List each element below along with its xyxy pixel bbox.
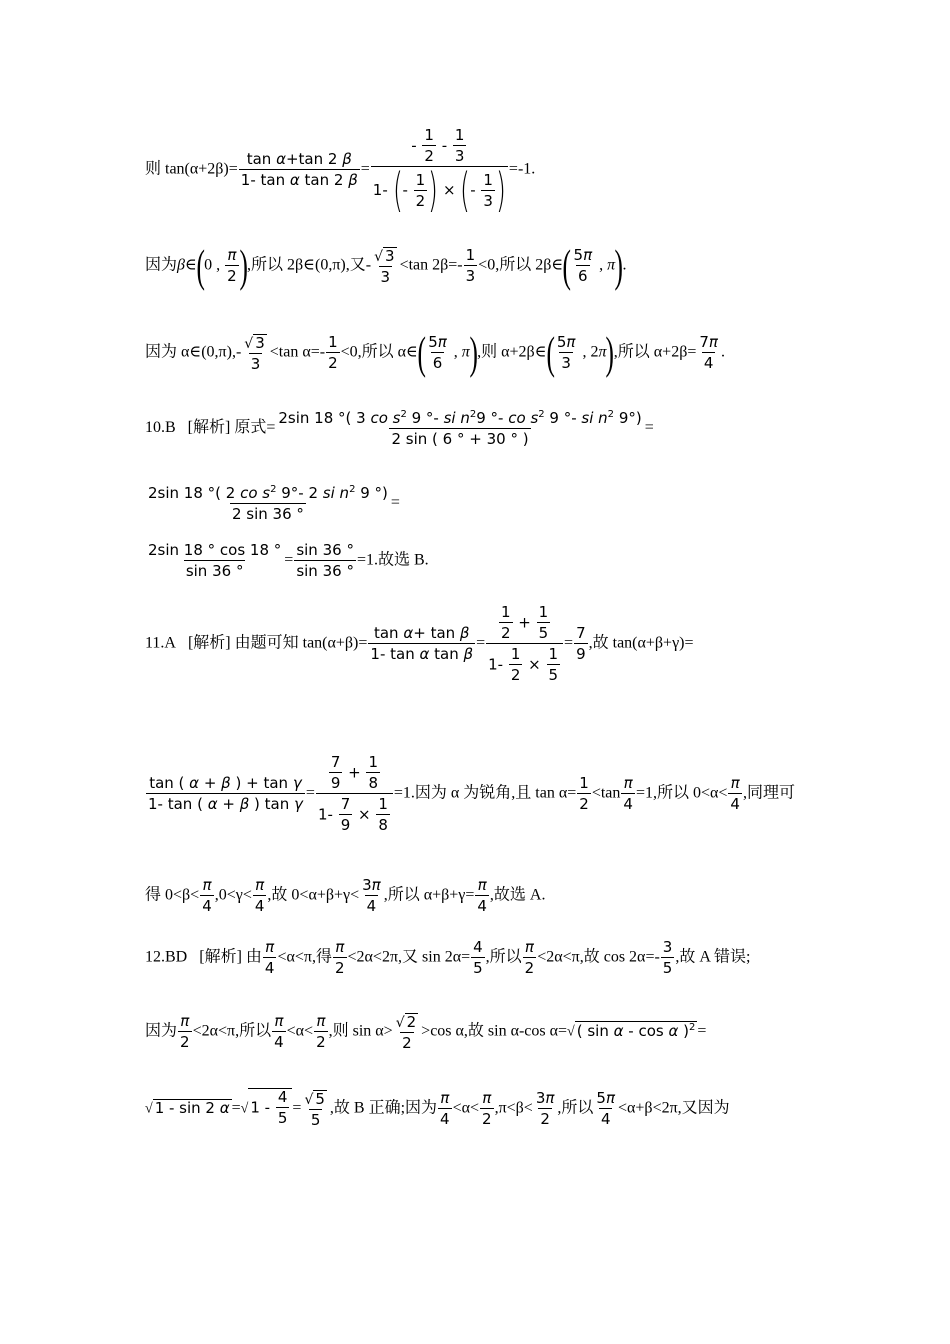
q10-line1: 10.B [解析] 原式= $\frac{2\sin 18 ^\circ( 3 co s^2 9 ^\circ- si n^29 ^\circ- co s^2 9 ^\circ- si n^2 9^\circ)}{2 \sin ( 6 ^\circ + 30 ^\circ )}$ = (145, 409, 654, 448)
q11-line2: $\frac{\text{tan ( α + β ) + tan γ}}{\text{1- tan ( α + β ) tan γ}}$ = $\frac{7}{9}$ + $\frac{1}{8}$ 1- $\frac{7}{9}$ × $\frac{1}{8}$ =1.因为 α 为锐角,且 tan α= $\frac{1}{2}$ <tan $\frac{\pi}{4}$ =1,所以 0<α< $\frac{\pi}{4}$ ,同理可 (148, 753, 795, 834)
q12-line2: 因为 $\frac{\pi}{2}$ <2α<π,所以 $\frac{\pi}{4}$ <α< $\frac{\pi}{2}$ ,则 sin α> $\frac{√ 2}{2}$ >cos α,故 sin α-cos α=√ ( sin α - cos α )$^2$ = (145, 1012, 707, 1052)
line-tan-alpha-2beta: 则 tan(α+2β)= $\frac{\text{tan α+tan 2 β}}{\text{1- tan α tan 2 β}}$ = - $\frac{1}{2}$ - $\frac{1}{3}$ 1- (- $\frac{1}{2}$ ) × (- $\frac{1}{3}$ ) =-1. (145, 126, 536, 217)
q11-line3: 得 0<β< $\frac{\pi}{4}$ ,0<γ< $\frac{\pi}{4}$ ,故 0<α+β+γ< $\frac{3\pi}{4}$ ,所以 α+β+γ= $\frac{\pi}{4}$ ,故选 A. (145, 876, 546, 915)
line-beta-range: 因为β∈(0 , $\frac{\pi}{2}$ ),所以 2β∈(0,π),又- $\frac{√ 3}{3}$ <tan 2β=- $\frac{1}{3}$ <0,所以 2β∈( $\frac{5\pi}{6}$ , π). (145, 240, 627, 291)
fraction: - $\frac{1}{2}$ - $\frac{1}{3}$ 1- (- $\frac{1}{2}$ ) × (- $\frac{1}{3}$ ) (371, 128, 508, 211)
line-alpha-range: 因为 α∈(0,π),- $\frac{√ 3}{3}$ <tan α=- $\frac{1}{2}$ <0,所以 α∈( $\frac{5\pi}{6}$ , π),则 α+2β∈( $\frac{5\pi}{3}$ , 2π),所以 α+2β= $\frac{7\pi}{4}$ . (145, 327, 725, 378)
q12-line1: 12.BD [解析] 由 $\frac{\pi}{4}$ <α<π,得 $\frac{\pi}{2}$ <2α<2π,又 sin 2α= $\frac{4}{5}$ ,所以 $\frac{\pi}{2}$ <2α<π,故 cos 2α=- $\frac{3}{5}$ ,故 A 错误; (145, 938, 751, 977)
fraction: $\frac{\text{tan α+tan 2 β}}{\text{1- tan α tan 2 β}}$ (240, 149, 358, 189)
q10-line3: $\frac{2\sin 18 ^\circ \cos 18 ^\circ}{\sin 36 ^\circ}$ = $\frac{\sin 36 ^\circ}{\sin 36 ^\circ}$ =1.故选 B. (148, 541, 429, 580)
q10-line2: $\frac{2\sin 18 ^\circ( 2 co s^2 9^\circ- 2 si n^2 9 ^\circ)}{2 \sin 36 ^\circ}$ = (148, 484, 400, 523)
q11-line1: 11.A [解析] 由题可知 tan(α+β)= $\frac{\text{tan α+ tan β}}{\text{1- tan α tan β}}$ = $\frac{1}{2}$ + $\frac{1}{5}$ 1- $\frac{1}{2}$ × $\frac{1}{5}$ = $\frac{7}{9}$ ,故 tan(α+β+γ)= (145, 603, 694, 684)
q12-line3: √ 1 - sin 2 α =√ 1 - $\frac{4}{5}$ = $\frac{√ 5}{5}$ ,故 B 正确;因为 $\frac{\pi}{4}$ <α< $\frac{\pi}{2}$ ,π<β< $\frac{3\pi}{2}$ ,所以 $\frac{5\pi}{4}$ <α+β<2π,又因为 (145, 1088, 730, 1129)
